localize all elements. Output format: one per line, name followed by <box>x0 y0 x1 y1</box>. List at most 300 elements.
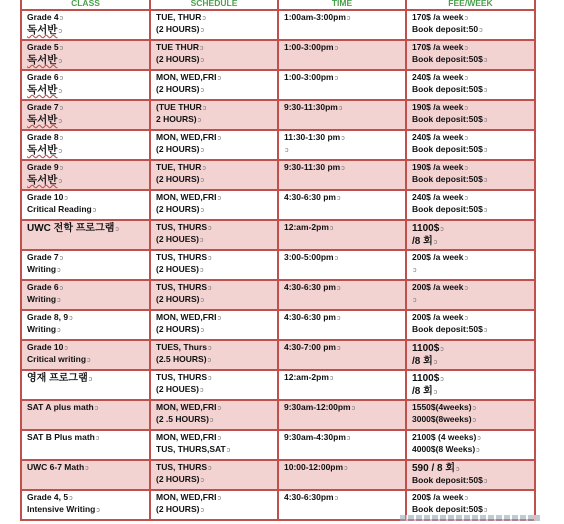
paragraph-mark: ↄ <box>285 147 289 154</box>
time-text: 4:30-6:30 pm <box>284 312 336 322</box>
fee-text: 240$ /a week <box>412 192 464 202</box>
time-text: 1:00am-3:00pm <box>284 12 346 22</box>
cell-schedule <box>150 100 278 130</box>
cell-time <box>278 160 406 190</box>
paragraph-mark: ↄ <box>69 315 73 322</box>
paragraph-mark: ↄ <box>217 405 221 412</box>
schedule-text: (2 HOURS) <box>156 24 200 34</box>
cell-class <box>21 10 150 40</box>
paragraph-mark: ↄ <box>464 45 469 52</box>
schedule-text: (2 HOUES) <box>156 384 199 394</box>
paragraph-mark: ↄ <box>58 118 62 125</box>
paragraph-mark: ↄ <box>200 207 204 214</box>
class-text: Grade 4, 5 <box>27 492 69 502</box>
paragraph-mark: ↄ <box>456 466 460 473</box>
paragraph-mark: ↄ <box>226 447 231 454</box>
class-text: Grade 8 <box>27 132 59 142</box>
paragraph-mark: ↄ <box>483 177 488 184</box>
fee-text: Book deposit:50$ <box>412 475 483 485</box>
class-line <box>27 402 149 414</box>
time-line <box>284 222 405 234</box>
fee-line <box>412 402 534 414</box>
paragraph-mark: ↄ <box>199 237 204 244</box>
fee-text: 200$ /a week <box>412 252 464 262</box>
time-text: 4:30-6:30pm <box>284 492 334 502</box>
fee-text: Book deposit:50$ <box>412 174 483 184</box>
class-line <box>27 294 149 306</box>
class-text: 독서반 <box>27 174 58 186</box>
paragraph-mark: ↄ <box>217 435 221 442</box>
cell-time <box>278 130 406 160</box>
cell-schedule <box>150 40 278 70</box>
paragraph-mark: ↄ <box>59 285 64 292</box>
class-line <box>27 84 149 97</box>
paragraph-mark: ↄ <box>464 285 469 292</box>
cell-time <box>278 70 406 100</box>
cell-fee <box>406 160 535 190</box>
class-text: SAT A plus math <box>27 402 94 412</box>
time-text: 9:30am-4:30pm <box>284 432 346 442</box>
paragraph-mark: ↄ <box>344 465 348 472</box>
cell-fee <box>406 460 535 490</box>
fee-text: /8 회 <box>412 386 433 397</box>
time-line <box>284 402 405 414</box>
class-text: Critical writing <box>27 354 87 364</box>
schedule-text: (2 HOURS) <box>156 144 200 154</box>
paragraph-mark: ↄ <box>336 345 341 352</box>
fee-line <box>412 72 534 84</box>
paragraph-mark: ↄ <box>200 327 204 334</box>
schedule-line <box>156 144 277 156</box>
paragraph-mark: ↄ <box>483 147 488 154</box>
table-row <box>21 70 535 100</box>
schedule-line <box>156 252 277 264</box>
time-text: 4:30-6:30 pm <box>284 192 336 202</box>
header-time: TIME <box>278 0 406 10</box>
schedule-text: (2 HOUES) <box>156 234 199 244</box>
paragraph-mark: ↄ <box>329 225 334 232</box>
cell-schedule <box>150 370 278 400</box>
time-line <box>284 162 405 174</box>
paragraph-mark: ↄ <box>58 58 62 65</box>
paragraph-mark: ↄ <box>58 88 62 95</box>
fee-text: /8 회 <box>412 236 433 247</box>
fee-line <box>412 222 534 235</box>
time-line <box>284 312 405 324</box>
class-text: UWC 전학 프로그램 <box>27 223 115 234</box>
fee-line <box>412 492 534 504</box>
class-line <box>27 42 149 54</box>
table-row <box>21 250 535 280</box>
cell-schedule <box>150 130 278 160</box>
paragraph-mark: ↄ <box>477 435 481 442</box>
paragraph-mark: ↄ <box>208 225 212 232</box>
schedule-text: (2 HOURS) <box>156 54 200 64</box>
schedule-line <box>156 324 277 336</box>
schedule-text: TUES, Thurs <box>156 342 208 352</box>
schedule-line <box>156 204 277 216</box>
paragraph-mark: ↄ <box>208 285 212 292</box>
paragraph-mark: ↄ <box>200 27 204 34</box>
paragraph-mark: ↄ <box>57 267 61 274</box>
table-row <box>21 100 535 130</box>
table-row <box>21 40 535 70</box>
fee-text: 190$ /a week <box>412 162 464 172</box>
paragraph-mark: ↄ <box>464 255 469 262</box>
paragraph-mark: ↄ <box>200 297 204 304</box>
table-row <box>21 220 535 250</box>
paragraph-mark: ↄ <box>94 405 99 412</box>
schedule-text: TUS, THURS <box>156 282 207 292</box>
paragraph-mark: ↄ <box>57 297 61 304</box>
class-line <box>27 102 149 114</box>
paragraph-mark: ↄ <box>59 135 64 142</box>
fee-line <box>412 324 534 336</box>
class-text: Writing <box>27 294 57 304</box>
paragraph-mark: ↄ <box>208 375 212 382</box>
fee-text: Book deposit:50$ <box>412 204 483 214</box>
schedule-text: TUS, THURS <box>156 252 207 262</box>
paragraph-mark: ↄ <box>483 507 488 514</box>
paragraph-mark: ↄ <box>334 75 339 82</box>
class-line <box>27 324 149 336</box>
cell-time <box>278 250 406 280</box>
fee-text: Book deposit:50$ <box>412 114 483 124</box>
paragraph-mark: ↄ <box>464 195 469 202</box>
fee-line <box>412 355 534 368</box>
time-text: 9:30-11:30pm <box>284 102 338 112</box>
paragraph-mark: ↄ <box>199 387 204 394</box>
schedule-text: MON, WED,FRI <box>156 402 217 412</box>
schedule-line <box>156 474 277 486</box>
paragraph-mark: ↄ <box>95 435 100 442</box>
paragraph-mark: ↄ <box>199 45 204 52</box>
cell-fee <box>406 220 535 250</box>
time-text: 1:00-3:00pm <box>284 42 334 52</box>
class-text: Writing <box>27 264 57 274</box>
paragraph-mark: ↄ <box>217 75 221 82</box>
paragraph-mark: ↄ <box>338 105 343 112</box>
paragraph-mark: ↄ <box>200 57 204 64</box>
time-text: 10:00-12:00pm <box>284 462 344 472</box>
schedule-text: TUE, THUR <box>156 12 202 22</box>
cell-time <box>278 40 406 70</box>
paragraph-mark: ↄ <box>464 135 469 142</box>
class-line <box>27 492 149 504</box>
cell-time <box>278 490 406 520</box>
cell-fee <box>406 40 535 70</box>
paragraph-mark: ↄ <box>96 507 100 514</box>
cell-class <box>21 310 150 340</box>
time-line <box>284 42 405 54</box>
class-line <box>27 312 149 324</box>
paragraph-mark: ↄ <box>58 28 62 35</box>
paragraph-mark: ↄ <box>464 315 469 322</box>
fee-text: 3000$(8weeks) <box>412 414 472 424</box>
fee-line <box>412 235 534 248</box>
fee-line <box>412 42 534 54</box>
cell-time <box>278 400 406 430</box>
paragraph-mark: ↄ <box>334 255 339 262</box>
cell-class <box>21 220 150 250</box>
fee-text: Book deposit:50$ <box>412 144 483 154</box>
class-line <box>27 282 149 294</box>
paragraph-mark: ↄ <box>202 105 207 112</box>
fee-text: Book deposit:50$ <box>412 504 483 514</box>
paragraph-mark: ↄ <box>351 405 356 412</box>
fee-line <box>412 132 534 144</box>
paragraph-mark: ↄ <box>336 285 341 292</box>
class-line <box>27 132 149 144</box>
class-line <box>27 222 149 235</box>
cell-class <box>21 130 150 160</box>
page-bottom-edge <box>400 515 540 521</box>
paragraph-mark: ↄ <box>217 495 221 502</box>
paragraph-mark: ↄ <box>472 405 477 412</box>
schedule-text: MON, WED,FRI <box>156 72 217 82</box>
time-line <box>284 282 405 294</box>
schedule-line <box>156 54 277 66</box>
paragraph-mark: ↄ <box>59 255 64 262</box>
paragraph-mark: ↄ <box>200 87 204 94</box>
schedule-line <box>156 312 277 324</box>
class-text: 독서반 <box>27 114 58 126</box>
schedule-line <box>156 384 277 396</box>
paragraph-mark: ↄ <box>59 165 64 172</box>
schedule-text: (2 HOURS) <box>156 294 200 304</box>
time-text: 9:30am-12:00pm <box>284 402 351 412</box>
paragraph-mark: ↄ <box>64 195 68 202</box>
paragraph-mark: ↄ <box>64 345 68 352</box>
paragraph-mark: ↄ <box>202 165 206 172</box>
fee-line <box>412 174 534 186</box>
fee-line <box>412 264 534 276</box>
schedule-text: (2 HOURS) <box>156 324 200 334</box>
cell-class <box>21 400 150 430</box>
table-row <box>21 430 535 460</box>
fee-line <box>412 102 534 114</box>
schedule-text: (2 HOURS) <box>156 474 200 484</box>
fee-text: 2100$ (4 weeks) <box>412 432 477 442</box>
cell-schedule <box>150 10 278 40</box>
fee-text: /8 회 <box>412 356 433 367</box>
schedule-line <box>156 342 277 354</box>
fee-text: 190$ /a week <box>412 102 464 112</box>
time-line <box>284 192 405 204</box>
cell-schedule <box>150 190 278 220</box>
cell-class <box>21 160 150 190</box>
time-line <box>284 12 405 24</box>
cell-class <box>21 250 150 280</box>
cell-fee <box>406 70 535 100</box>
fee-line <box>412 252 534 264</box>
paragraph-mark: ↄ <box>207 357 212 364</box>
schedule-line <box>156 162 277 174</box>
time-line <box>284 144 405 156</box>
schedule-text: (2 HOURS) <box>156 174 200 184</box>
schedule-text: TUE, THUR <box>156 162 202 172</box>
fee-line <box>412 385 534 398</box>
paragraph-mark: ↄ <box>413 297 417 304</box>
paragraph-mark: ↄ <box>413 267 417 274</box>
time-line <box>284 462 405 474</box>
time-line <box>284 132 405 144</box>
cell-fee <box>406 190 535 220</box>
class-line <box>27 12 149 24</box>
schedule-line <box>156 402 277 414</box>
paragraph-mark: ↄ <box>200 507 204 514</box>
class-text: Grade 9 <box>27 162 59 172</box>
cell-class <box>21 340 150 370</box>
paragraph-mark: ↄ <box>57 327 61 334</box>
paragraph-mark: ↄ <box>58 178 62 185</box>
cell-schedule <box>150 160 278 190</box>
schedule-line <box>156 432 277 444</box>
fee-line <box>412 144 534 156</box>
class-line <box>27 144 149 157</box>
schedule-text: (2 HOURS) <box>156 84 200 94</box>
fee-line <box>412 372 534 385</box>
fee-text: 200$ /a week <box>412 312 464 322</box>
paragraph-mark: ↄ <box>329 375 334 382</box>
time-line <box>284 342 405 354</box>
schedule-line <box>156 372 277 384</box>
cell-class <box>21 490 150 520</box>
schedule-line <box>156 192 277 204</box>
paragraph-mark: ↄ <box>483 117 488 124</box>
paragraph-mark: ↄ <box>208 345 212 352</box>
class-line <box>27 204 149 216</box>
schedule-line <box>156 24 277 36</box>
schedule-line <box>156 282 277 294</box>
paragraph-mark: ↄ <box>476 447 480 454</box>
paragraph-mark: ↄ <box>115 226 119 233</box>
cell-class <box>21 370 150 400</box>
fee-line <box>412 342 534 355</box>
class-text: 영재 프로그램 <box>27 373 88 384</box>
schedule-text: (TUE THUR <box>156 102 202 112</box>
class-text: Grade 6 <box>27 282 59 292</box>
time-line <box>284 432 405 444</box>
paragraph-mark: ↄ <box>217 135 221 142</box>
paragraph-mark: ↄ <box>341 135 345 142</box>
schedule-text: TUS, THURS <box>156 372 207 382</box>
cell-fee <box>406 430 535 460</box>
fee-text: 590 / 8 회 <box>412 463 456 474</box>
schedule-line <box>156 174 277 186</box>
time-line <box>284 492 405 504</box>
class-schedule-table <box>20 0 536 521</box>
class-line <box>27 504 149 516</box>
paragraph-mark: ↄ <box>483 327 488 334</box>
paragraph-mark: ↄ <box>59 15 64 22</box>
paragraph-mark: ↄ <box>208 255 212 262</box>
time-text: 3:00-5:00pm <box>284 252 334 262</box>
fee-text: 170$ /a week <box>412 12 464 22</box>
fee-text: Book deposit:50$ <box>412 324 483 334</box>
table-row <box>21 10 535 40</box>
cell-fee <box>406 100 535 130</box>
schedule-line <box>156 504 277 516</box>
cell-fee <box>406 10 535 40</box>
fee-text: 240$ /a week <box>412 132 464 142</box>
fee-line <box>412 414 534 426</box>
table-row <box>21 400 535 430</box>
schedule-text: TUS, THURS <box>156 222 207 232</box>
paragraph-mark: ↄ <box>85 465 89 472</box>
table-header-row <box>21 0 535 10</box>
fee-text: 1100$ <box>412 373 440 384</box>
cell-time <box>278 310 406 340</box>
class-text: SAT B Plus math <box>27 432 95 442</box>
time-text: 12:am-2pm <box>284 372 329 382</box>
paragraph-mark: ↄ <box>440 346 444 353</box>
cell-time <box>278 220 406 250</box>
schedule-line <box>156 234 277 246</box>
time-text: 4:30-7:00 pm <box>284 342 336 352</box>
cell-class <box>21 430 150 460</box>
fee-text: 1550$(4weeks) <box>412 402 472 412</box>
fee-text: 1100$ <box>412 223 440 234</box>
paragraph-mark: ↄ <box>334 45 339 52</box>
paragraph-mark: ↄ <box>217 315 221 322</box>
table-row <box>21 370 535 400</box>
fee-text: 1100$ <box>412 343 440 354</box>
time-text: 12:am-2pm <box>284 222 329 232</box>
class-line <box>27 264 149 276</box>
schedule-line <box>156 84 277 96</box>
fee-line <box>412 84 534 96</box>
class-line <box>27 462 149 474</box>
cell-class <box>21 190 150 220</box>
schedule-text: MON, WED,FRI <box>156 192 217 202</box>
schedule-line <box>156 42 277 54</box>
paragraph-mark: ↄ <box>200 147 204 154</box>
class-line <box>27 174 149 187</box>
class-text: Grade 10 <box>27 192 64 202</box>
class-line <box>27 24 149 37</box>
paragraph-mark: ↄ <box>202 15 206 22</box>
paragraph-mark: ↄ <box>69 495 73 502</box>
fee-text: Book deposit:50$ <box>412 84 483 94</box>
paragraph-mark: ↄ <box>483 57 488 64</box>
time-line <box>284 252 405 264</box>
fee-line <box>412 24 534 36</box>
cell-time <box>278 10 406 40</box>
paragraph-mark: ↄ <box>59 45 64 52</box>
class-text: 독서반 <box>27 24 58 36</box>
table-row <box>21 130 535 160</box>
time-line <box>284 372 405 384</box>
paragraph-mark: ↄ <box>92 207 97 214</box>
schedule-line <box>156 12 277 24</box>
paragraph-mark: ↄ <box>209 417 214 424</box>
fee-line <box>412 462 534 475</box>
fee-line <box>412 282 534 294</box>
fee-line <box>412 475 534 487</box>
class-text: Grade 10 <box>27 342 64 352</box>
schedule-line <box>156 294 277 306</box>
paragraph-mark: ↄ <box>58 148 62 155</box>
paragraph-mark: ↄ <box>464 495 469 502</box>
fee-line <box>412 162 534 174</box>
class-text: UWC 6-7 Math <box>27 462 85 472</box>
table-row <box>21 340 535 370</box>
class-text: 독서반 <box>27 144 58 156</box>
class-text: 독서반 <box>27 54 58 66</box>
paragraph-mark: ↄ <box>464 165 469 172</box>
table-row <box>21 190 535 220</box>
